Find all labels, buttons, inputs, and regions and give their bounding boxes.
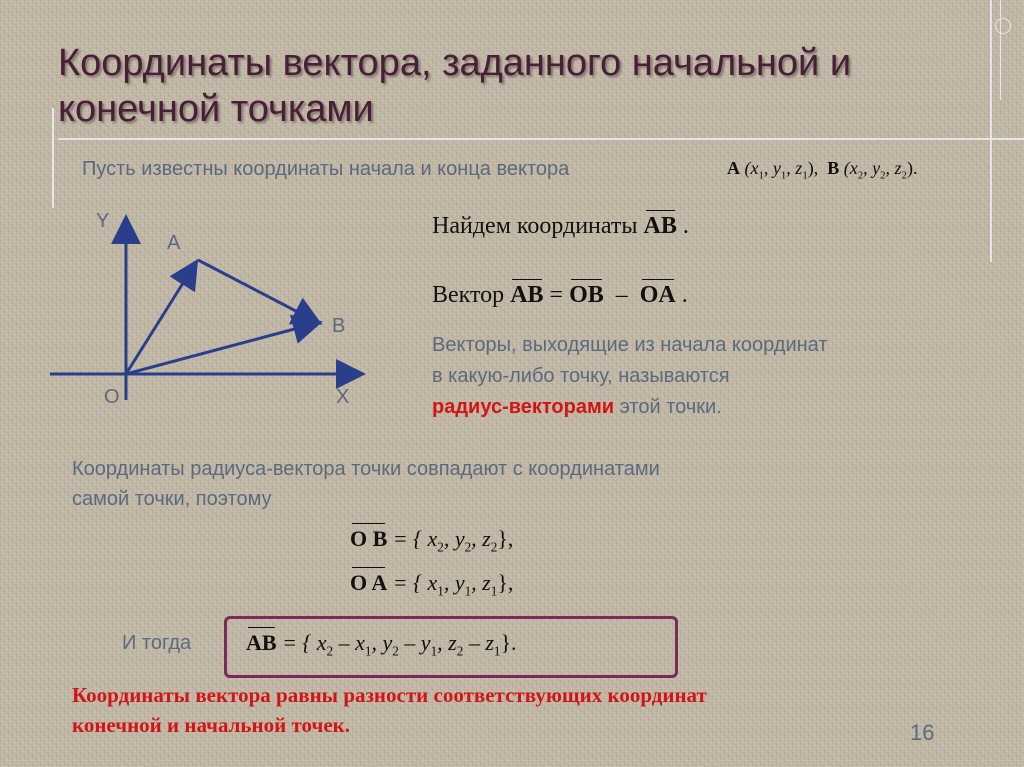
- radius-term: радиус-векторами: [432, 396, 615, 418]
- minus-sign: –: [615, 282, 628, 308]
- coords-line2: самой точки, поэтому: [72, 488, 272, 510]
- point-a-name: A: [727, 158, 740, 178]
- final-equation: [246, 630, 517, 659]
- ob-z-sub: 2: [490, 539, 498, 555]
- vector-word: Вектор: [432, 282, 505, 308]
- origin-label: O: [104, 386, 120, 408]
- radius-line1: Векторы, выходящие из начала координат: [432, 334, 828, 356]
- oa-equation: [350, 570, 513, 599]
- oa-z-sub: 1: [490, 583, 498, 599]
- find-statement: [432, 213, 689, 240]
- point-b-z-sub: 2: [901, 169, 907, 182]
- page-number: 16: [910, 720, 935, 745]
- vector-oa-coords: O A: [350, 570, 388, 595]
- vector-ab: [198, 260, 317, 322]
- final-s3: 2: [392, 643, 399, 659]
- radius-line2: в какую-либо точку, называются: [432, 365, 730, 387]
- coords-line1: Координаты радиуса-вектора точки совпадают с координатами: [72, 458, 660, 480]
- ob-end: },: [497, 526, 514, 551]
- final-t5: , z: [437, 630, 457, 655]
- find-text: Найдем координаты: [432, 213, 638, 239]
- final-t2: – x: [338, 630, 365, 655]
- point-b-m1: , y: [863, 158, 881, 178]
- deco-circle: [995, 18, 1011, 34]
- vector-ob-eq: OB: [569, 282, 604, 308]
- point-b-open: (x: [843, 158, 858, 178]
- point-a-x-sub: 1: [758, 169, 764, 182]
- equals-sign: =: [549, 282, 564, 308]
- final-t4: – y: [404, 630, 431, 655]
- vector-diagram: [40, 210, 370, 410]
- deco-vertical-line-2: [1000, 0, 1001, 100]
- conclusion-line1: Координаты вектора равны разности соответствующих координат: [72, 683, 707, 707]
- point-b-name: B: [827, 158, 840, 178]
- oa-c2: , z: [471, 570, 491, 595]
- final-prefix: И тогда: [122, 632, 192, 654]
- oa-rest1: = { x: [392, 570, 438, 595]
- final-t1: = { x: [282, 630, 327, 655]
- point-b-y-sub: 2: [880, 169, 886, 182]
- point-a-y-sub: 1: [780, 169, 787, 182]
- oa-c1: , y: [443, 570, 465, 595]
- final-end: }.: [500, 630, 517, 655]
- final-s2: 1: [364, 643, 372, 659]
- coords-statement: [72, 454, 872, 514]
- conclusion-line2: конечной и начальной точек.: [72, 713, 350, 737]
- point-a-m1: , y: [763, 158, 781, 178]
- vector-ob-coords: O B: [350, 526, 388, 551]
- slide-title: Координаты вектора, заданного начальной и конечной точками: [58, 42, 852, 130]
- deco-vertical-line: [990, 0, 992, 262]
- intro-text: [82, 158, 569, 181]
- ob-c1: , y: [443, 526, 465, 551]
- point-b-label: B: [332, 315, 346, 337]
- radius-line3: [432, 392, 972, 423]
- eq-end: .: [681, 282, 688, 308]
- radius-definition: [432, 330, 972, 423]
- vector-ab-final: AB: [246, 630, 277, 655]
- oa-y-sub: 1: [464, 583, 472, 599]
- x-axis-label: X: [336, 386, 350, 408]
- final-s1: 2: [326, 643, 334, 659]
- ob-equation: [350, 526, 513, 555]
- point-b-x-sub: 2: [857, 169, 864, 182]
- conclusion: [72, 680, 707, 740]
- vector-ab-eq: AB: [510, 282, 544, 308]
- ob-y-sub: 2: [464, 539, 472, 555]
- radius-line3-rest: этой точки.: [614, 396, 722, 418]
- find-end: .: [682, 213, 689, 239]
- oa-end: },: [497, 570, 514, 595]
- final-t6: – z: [468, 630, 494, 655]
- final-s4: 1: [430, 643, 438, 659]
- point-a-m2: , z: [786, 158, 803, 178]
- point-b-m2: , z: [885, 158, 902, 178]
- vector-equation: [432, 282, 688, 309]
- ob-x-sub: 2: [437, 539, 444, 555]
- deco-left-line: [52, 108, 54, 208]
- point-a-open: (x: [744, 158, 759, 178]
- final-t3: , y: [371, 630, 393, 655]
- point-a-z-sub: 1: [802, 169, 808, 182]
- final-s5: 2: [456, 643, 464, 659]
- deco-horizontal-line: [58, 138, 1024, 140]
- point-coordinates: [727, 158, 917, 182]
- final-s6: 1: [493, 643, 501, 659]
- ob-c2: , z: [471, 526, 491, 551]
- vector-oa-eq: OA: [639, 282, 676, 308]
- intro-label: Пусть известны координаты начала и конца вектора: [82, 158, 570, 180]
- ob-rest1: = { x: [392, 526, 438, 551]
- point-a-close: ),: [807, 158, 819, 178]
- oa-x-sub: 1: [437, 583, 444, 599]
- point-b-close: ).: [906, 158, 918, 178]
- point-a-label: A: [167, 232, 181, 254]
- vector-ab-find: AB: [643, 213, 677, 239]
- y-axis-label: Y: [96, 210, 110, 232]
